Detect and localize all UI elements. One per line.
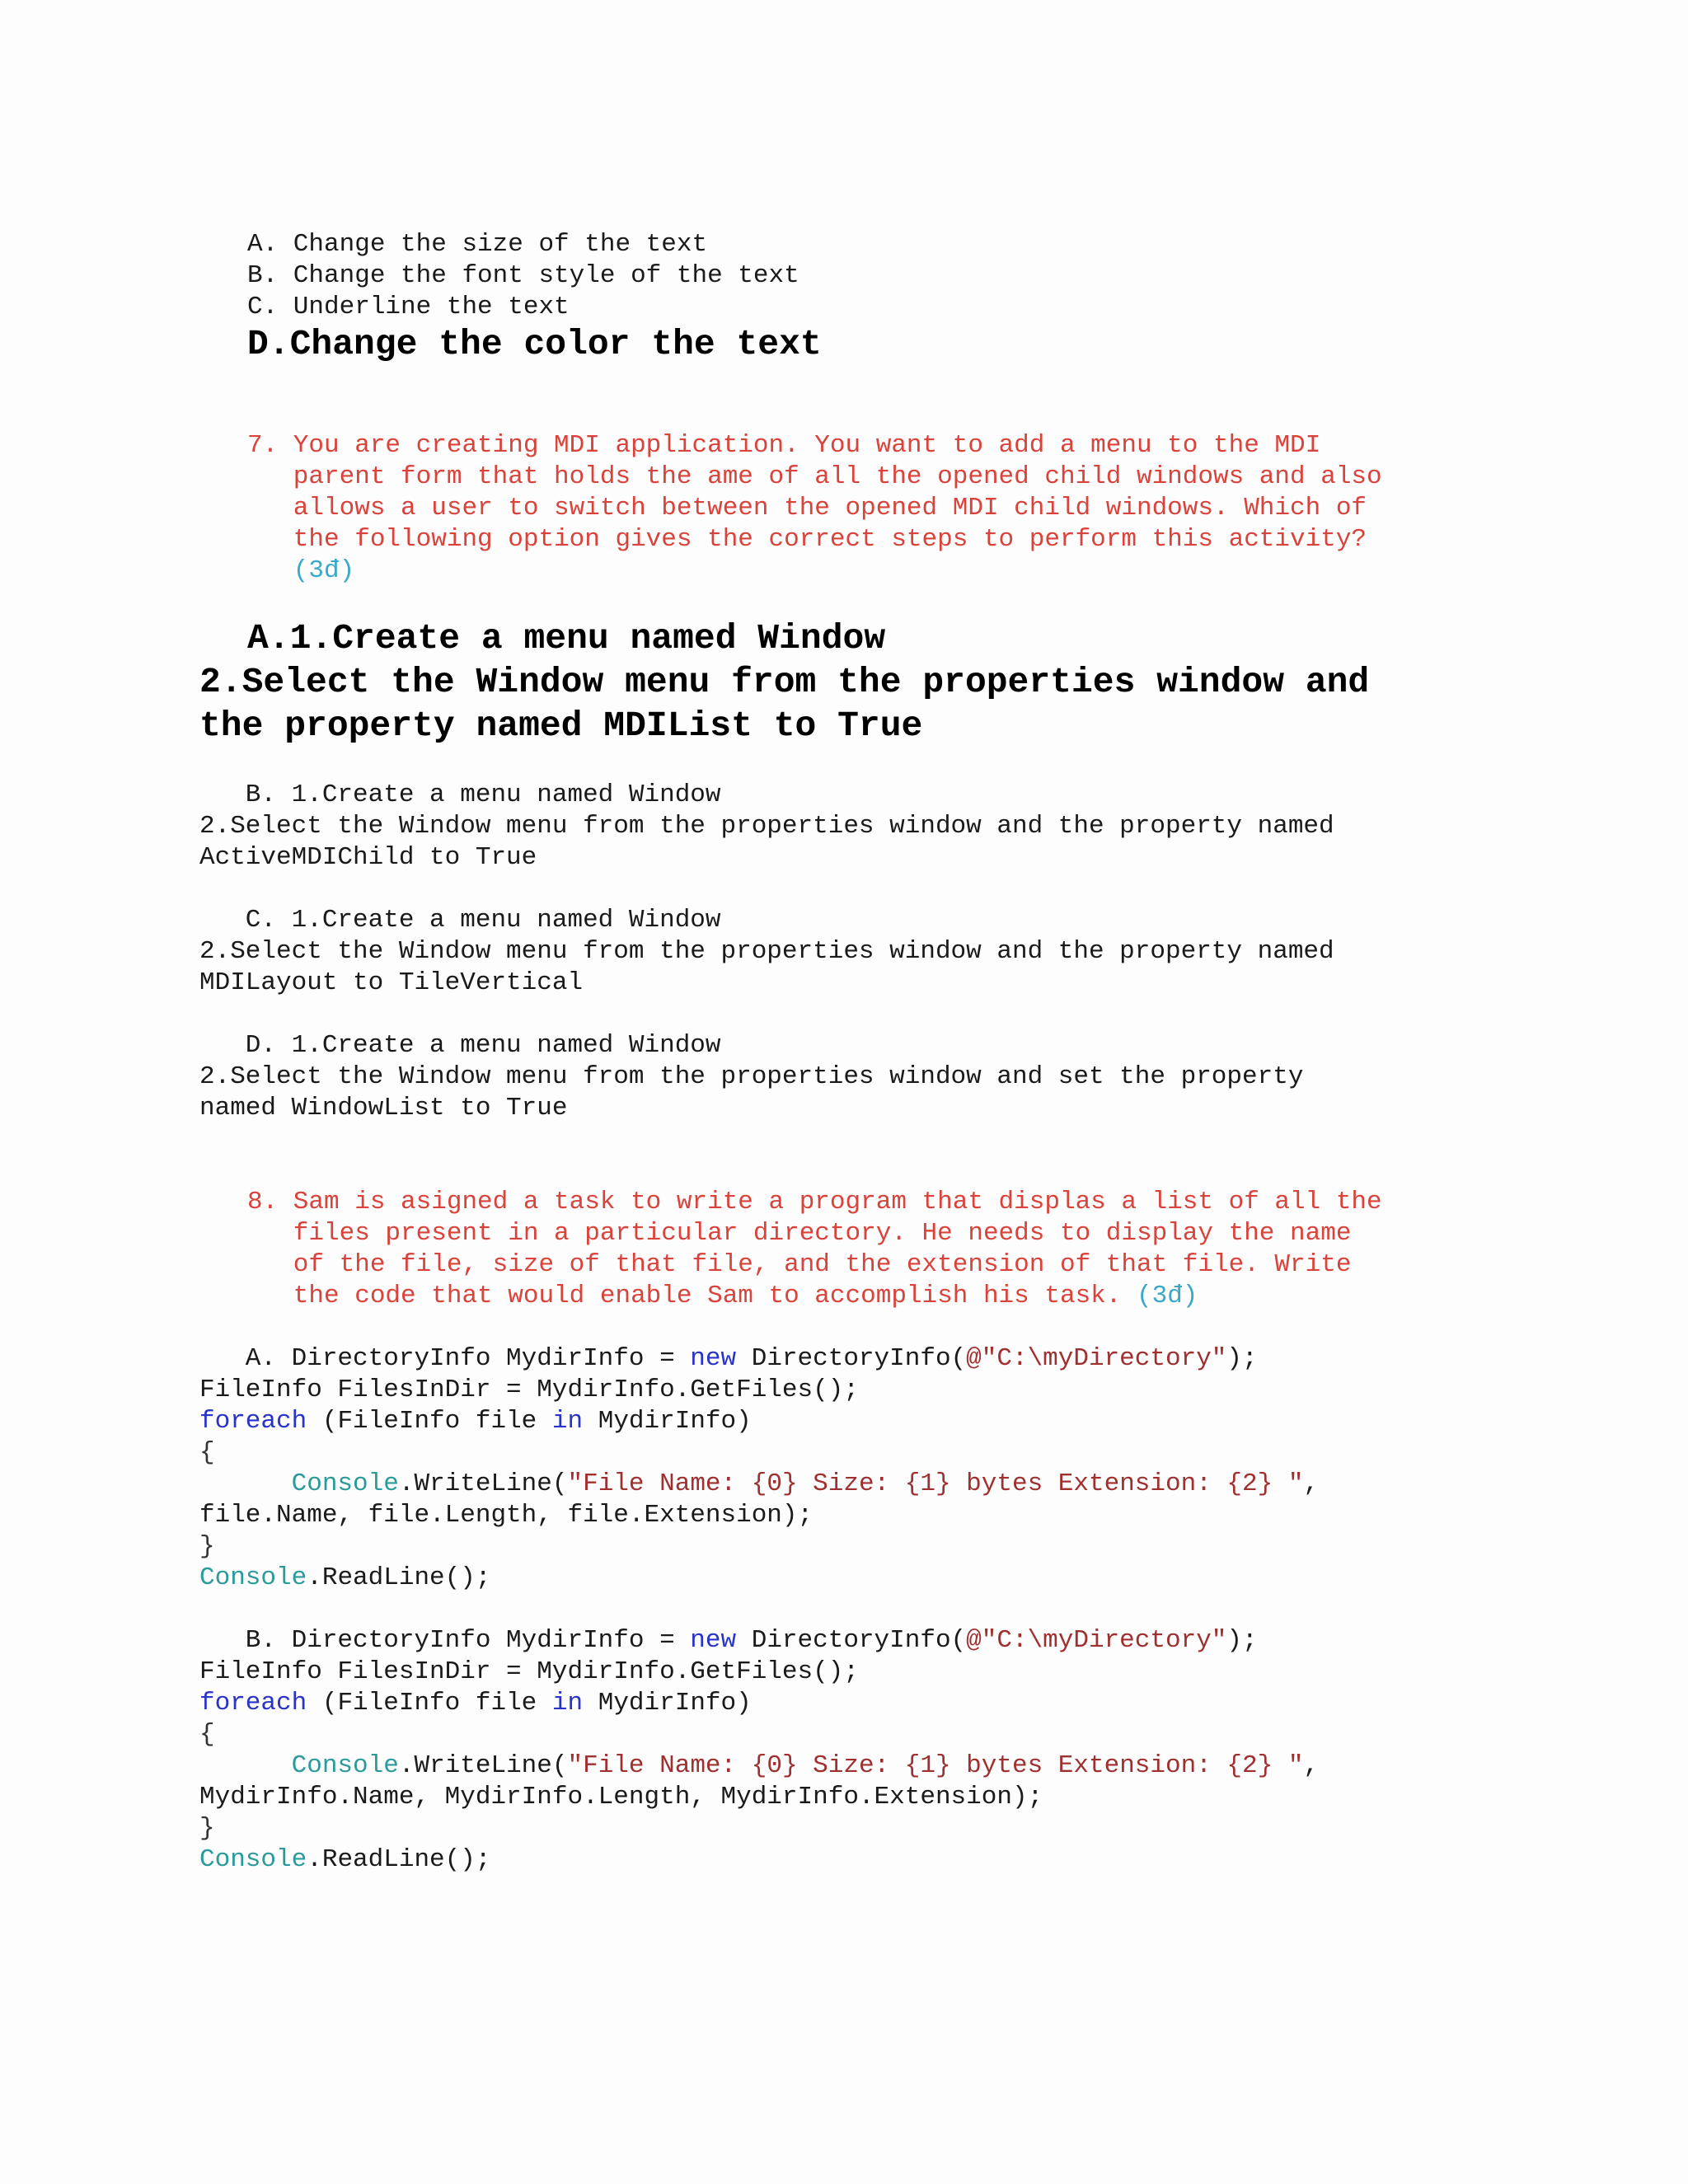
code-string: @"C:\myDirectory" [966,1626,1227,1655]
code-class: Console [199,1845,307,1874]
q7-answer-line: the property named MDIList to True [199,705,923,746]
q7-option-c-line: MDILayout to TileVertical [199,968,584,997]
code-text: .ReadLine(); [307,1845,491,1874]
q7-question-line: parent form that holds the ame of all the opened child windows and also [247,462,1382,491]
code-class: Console [291,1751,399,1780]
q7-option-d-line: named WindowList to True [199,1094,568,1122]
q7-option-d-line: 2.Select the Window menu from the properties window and set the property [199,1062,1304,1091]
code-b-line [199,1625,1258,1657]
code-a-brace-close: } [199,1532,215,1561]
q7-option-d-line: D. 1.Create a menu named Window [199,1031,721,1060]
code-string: @"C:\myDirectory" [966,1344,1227,1373]
q6-option-a: A. Change the size of the text [247,230,708,259]
code-keyword: new [690,1344,737,1373]
code-text: , [1303,1751,1320,1780]
code-keyword: foreach [199,1689,307,1718]
code-text: ); [1226,1344,1258,1373]
q7-option-b-line: 2.Select the Window menu from the properties window and the property named [199,812,1334,841]
q7-answer-line: A.1.Create a menu named Window [247,618,886,658]
q7-option-b-line: ActiveMDIChild to True [199,843,537,872]
q6-option-b: B. Change the font style of the text [247,261,799,290]
code-text: B. DirectoryInfo MydirInfo = [199,1626,691,1655]
code-class: Console [199,1563,307,1592]
code-keyword: in [551,1689,584,1718]
code-keyword: in [551,1407,584,1436]
code-a-line [199,1406,752,1437]
q7-question-line: 7. You are creating MDI application. You want to add a menu to the MDI [247,431,1321,460]
code-text: .WriteLine( [398,1469,568,1498]
code-indent [199,1751,292,1780]
code-text: .WriteLine( [398,1751,568,1780]
q8-points: (3đ) [1136,1282,1198,1310]
code-text: .ReadLine(); [307,1563,491,1592]
code-text: (FileInfo file [307,1689,552,1718]
code-text: MydirInfo) [583,1689,752,1718]
code-text: (FileInfo file [307,1407,552,1436]
code-text: DirectoryInfo( [736,1344,967,1373]
code-a-line [199,1469,1319,1500]
q7-answer-line: 2.Select the Window menu from the properties window and [199,662,1370,702]
code-string: "File Name: {0} Size: {1} bytes Extension: {2} " [567,1751,1304,1780]
code-keyword: foreach [199,1407,307,1436]
q7-option-b-line: B. 1.Create a menu named Window [199,780,721,809]
q7-question-line: the following option gives the correct steps to perform this activity? [247,525,1367,554]
code-b-brace-close: } [199,1814,215,1843]
code-b-line [199,1688,752,1719]
q8-question-line: 8. Sam is asigned a task to write a program that displas a list of all the [247,1188,1382,1216]
q6-answer: D.Change the color the text [247,324,822,364]
q7-question-line: allows a user to switch between the opened MDI child windows. Which of [247,494,1367,523]
code-string: "File Name: {0} Size: {1} bytes Extension: {2} " [567,1469,1304,1498]
code-a-line [199,1563,490,1594]
code-class: Console [291,1469,399,1498]
code-b-brace-open: { [199,1720,215,1749]
code-b-line [199,1844,490,1876]
q8-question-line: of the file, size of that file, and the extension of that file. Write [247,1250,1352,1279]
code-a-line [199,1343,1258,1375]
code-indent [199,1469,292,1498]
q6-option-c: C. Underline the text [247,293,570,321]
code-b-line: MydirInfo.Name, MydirInfo.Length, MydirInfo.Extension); [199,1783,1043,1811]
q7-option-c-line: 2.Select the Window menu from the properties window and the property named [199,937,1334,966]
code-text: ); [1226,1626,1258,1655]
code-b-line [199,1750,1319,1782]
q8-question-line: files present in a particular directory. He needs to display the name [247,1219,1352,1248]
q8-question-line: the code that would enable Sam to accomplish his task. [247,1282,1137,1310]
code-text: MydirInfo) [583,1407,752,1436]
code-a-line: FileInfo FilesInDir = MydirInfo.GetFiles(); [199,1376,859,1404]
code-b-line: FileInfo FilesInDir = MydirInfo.GetFiles(); [199,1657,859,1686]
code-a-line: file.Name, file.Length, file.Extension); [199,1501,814,1530]
q8-question-last-line [247,1281,1198,1312]
code-keyword: new [690,1626,737,1655]
q7-points: (3đ) [247,556,355,585]
q7-option-c-line: C. 1.Create a menu named Window [199,906,721,935]
code-text: A. DirectoryInfo MydirInfo = [199,1344,691,1373]
code-text: , [1303,1469,1320,1498]
code-a-brace-open: { [199,1438,215,1467]
code-text: DirectoryInfo( [736,1626,967,1655]
